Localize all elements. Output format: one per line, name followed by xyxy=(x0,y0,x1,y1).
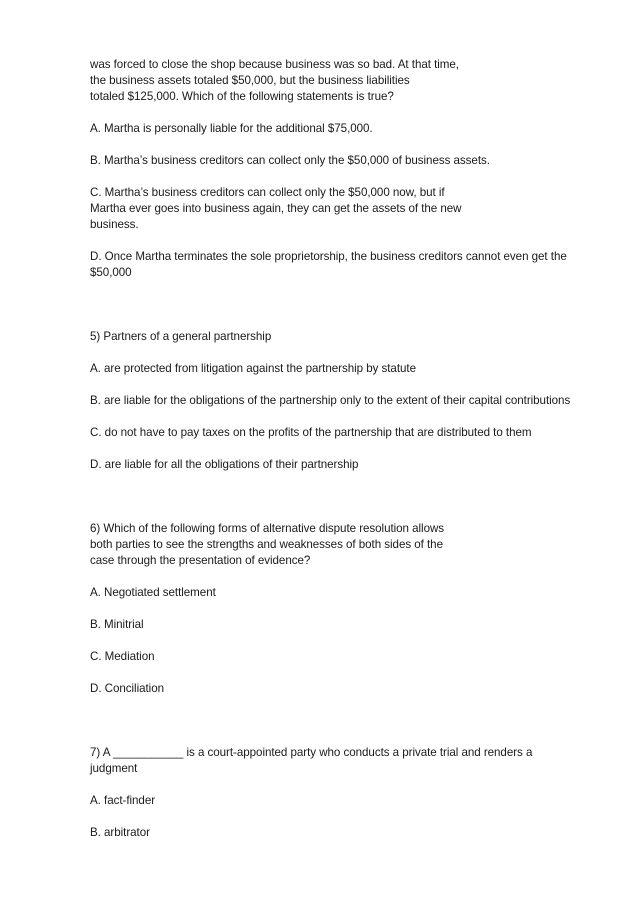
text-line: C. Martha’s business creditors can collect only the $50,000 now, but if xyxy=(90,186,445,199)
answer-option-a xyxy=(90,361,620,377)
answer-option-c xyxy=(90,425,620,441)
answer-option-b xyxy=(90,617,620,633)
question-5 xyxy=(90,329,620,473)
question-4-text xyxy=(90,57,620,105)
question-7 xyxy=(90,745,620,841)
answer-option-d xyxy=(90,681,620,697)
text-line: A. fact-finder xyxy=(90,794,156,807)
text-line: the business assets totaled $50,000, but the business liabilities xyxy=(90,74,410,87)
text-line: 7) A ___________ is a court-appointed party who conducts a private trial and renders a xyxy=(90,746,533,759)
text-line: both parties to see the strengths and weaknesses of both sides of the xyxy=(90,538,443,551)
answer-option-b xyxy=(90,393,620,409)
text-line: business. xyxy=(90,218,139,231)
text-line: Martha ever goes into business again, they can get the assets of the new xyxy=(90,202,462,215)
text-line: case through the presentation of evidence? xyxy=(90,554,311,567)
answer-option-a xyxy=(90,585,620,601)
spacer xyxy=(90,697,620,745)
text-line: $50,000 xyxy=(90,266,132,279)
answer-option-c xyxy=(90,649,620,665)
answer-option-b xyxy=(90,825,620,841)
answer-option-d xyxy=(90,457,620,473)
answer-option-a xyxy=(90,793,620,809)
text-line: B. Martha’s business creditors can collect only the $50,000 of business assets. xyxy=(90,154,490,167)
question-5-text xyxy=(90,329,620,345)
spacer xyxy=(90,281,620,329)
text-line: 6) Which of the following forms of alternative dispute resolution allows xyxy=(90,522,445,535)
text-line: C. do not have to pay taxes on the profits of the partnership that are distributed to them xyxy=(90,426,532,439)
text-line: D. Once Martha terminates the sole proprietorship, the business creditors cannot even get the xyxy=(90,250,567,263)
question-7-text xyxy=(90,745,620,777)
question-4 xyxy=(90,57,620,281)
text-line: totaled $125,000. Which of the following statements is true? xyxy=(90,90,394,103)
text-line: D. Conciliation xyxy=(90,682,164,695)
text-line: C. Mediation xyxy=(90,650,155,663)
text-line: B. are liable for the obligations of the partnership only to the extent of their capital contributions xyxy=(90,394,571,407)
answer-option-d xyxy=(90,249,620,281)
answer-option-a xyxy=(90,121,620,137)
answer-option-c xyxy=(90,185,620,233)
answer-option-b xyxy=(90,153,620,169)
question-6-text xyxy=(90,521,620,569)
text-line: B. Minitrial xyxy=(90,618,144,631)
question-6 xyxy=(90,521,620,697)
text-line: A. are protected from litigation against the partnership by statute xyxy=(90,362,416,375)
document-page xyxy=(90,57,620,841)
text-line: judgment xyxy=(90,762,138,775)
text-line: D. are liable for all the obligations of their partnership xyxy=(90,458,359,471)
text-line: A. Martha is personally liable for the additional $75,000. xyxy=(90,122,373,135)
text-line: A. Negotiated settlement xyxy=(90,586,216,599)
text-line: 5) Partners of a general partnership xyxy=(90,330,272,343)
text-line: B. arbitrator xyxy=(90,826,150,839)
spacer xyxy=(90,473,620,521)
text-line: was forced to close the shop because business was so bad. At that time, xyxy=(90,58,459,71)
